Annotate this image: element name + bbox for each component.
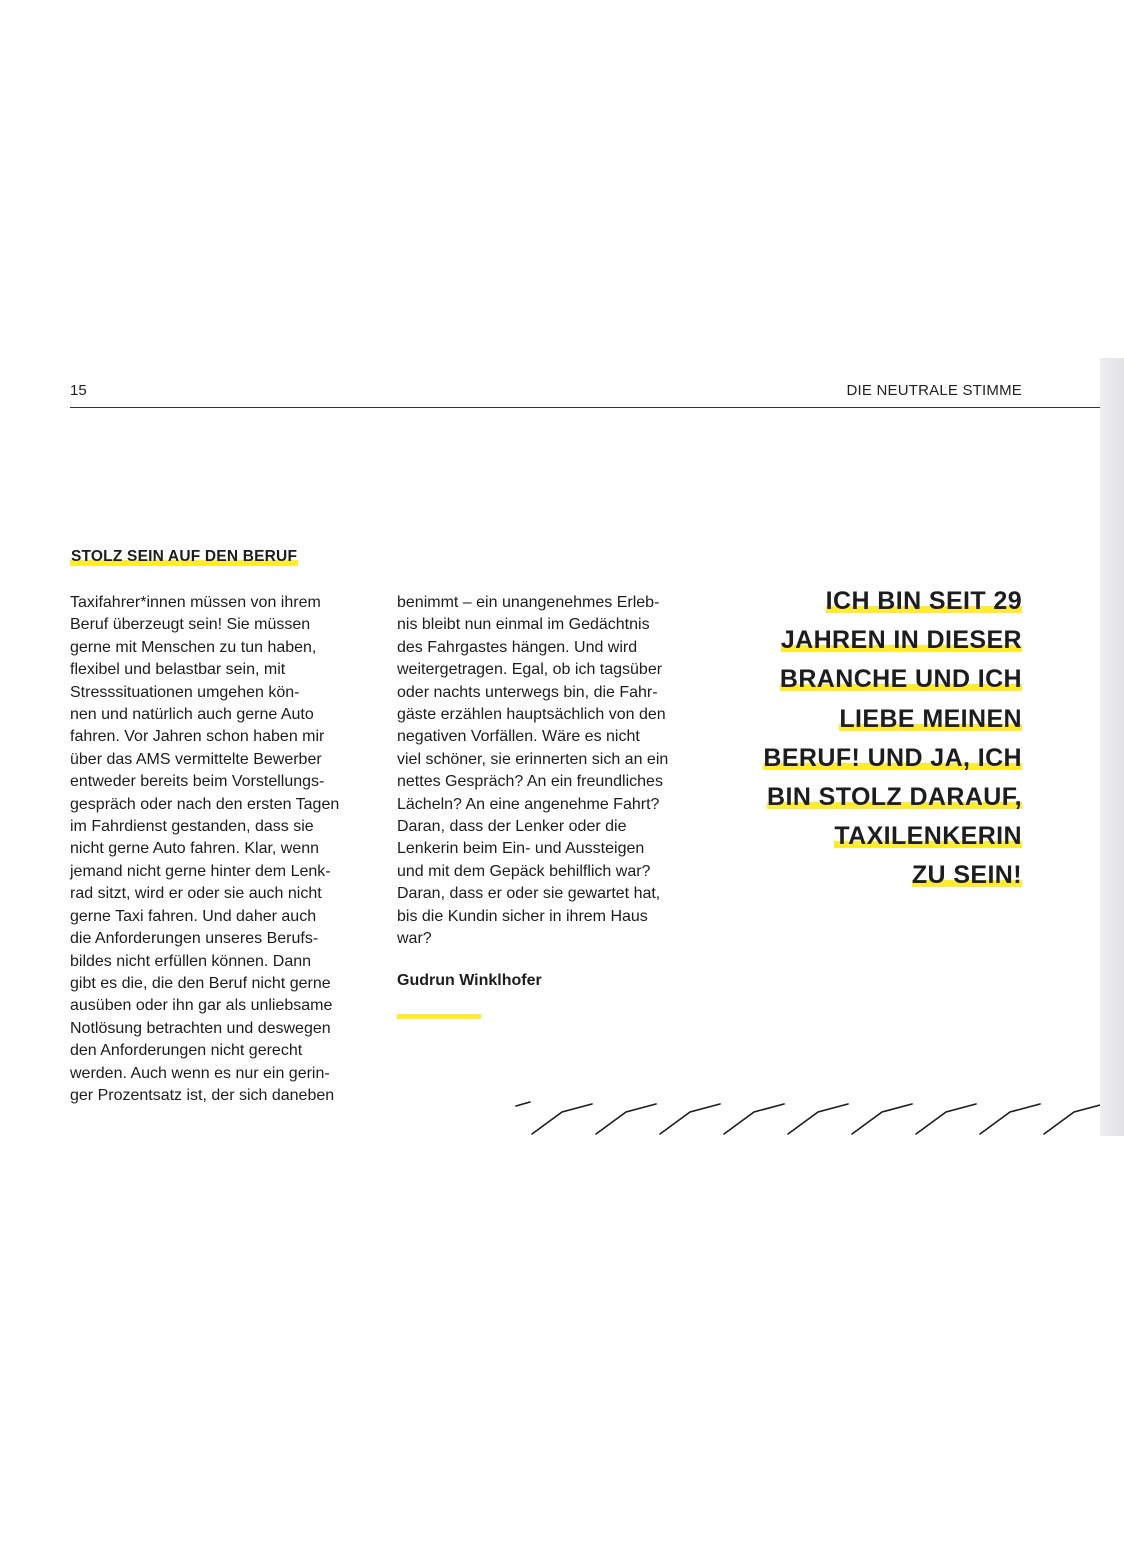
- pull-quote-line: ICH BIN SEIT 29: [825, 587, 1022, 615]
- pull-quote-line: BRANCHE UND ICH: [779, 665, 1022, 694]
- pull-quote-line: JAHREN IN DIESER: [780, 626, 1022, 655]
- page-edge-shadow: [1100, 358, 1124, 1136]
- article-column-1: Taxifahrer*innen müssen von ihrem Beruf überzeugt sein! Sie müssen gerne mit Menschen zu tun haben, flexibel und belastbar sein, mit Stresssituationen umgehen kön- nen und natürlich auch gerne Auto fahren. Vor Jahren schon haben mir über das AMS vermittelte Bewerber entweder bereits beim Vorstellungs- gespräch oder nach den ersten Tagen im Fahrdienst gestanden, dass sie nicht gerne Auto fahren. Klar, wenn jemand nicht gerne hinter dem Lenk- rad sitzt, wird er oder sie auch nicht gerne Taxi fahren. Und daher auch die Anforderungen unseres Berufs- bildes nicht erfüllen können. Dann gibt es die, die den Beruf nicht gerne ausüben oder ihn gar als unliebsame Notlösung betrachten und deswegen den Anforderungen nicht gerecht werden. Auch wenn es nur ein gerin- ger Prozentsatz ist, der sich daneben: [70, 594, 340, 1104]
- magazine-page: [0, 358, 1124, 1136]
- diagonal-stripes-decoration: [510, 1100, 1100, 1136]
- pull-quote: [702, 582, 1022, 896]
- pull-quote-line: LIEBE MEINEN: [839, 704, 1022, 733]
- pull-quote-line: TAXILENKERIN: [834, 822, 1022, 851]
- author-accent-bar: [397, 1014, 481, 1019]
- article-column-2: benimmt – ein unangenehmes Erleb- nis bleibt nun einmal im Gedächtnis des Fahrgastes hängen. Und wird weitergetragen. Egal, ob ich tagsüber oder nachts unterwegs bin, die Fahr- gäste erzählen hauptsächlich von den negativen Vorfällen. Wäre es nicht viel schöner, sie erinnerten sich an ein nettes Gespräch? An ein freundliches Lächeln? An eine angenehme Fahrt? Daran, dass der Lenker oder die Lenkerin beim Ein- und Aussteigen und mit dem Gepäck behilflich war? Daran, dass er oder sie gewartet hat, bis die Kundin sicher in ihrem Haus war?: [397, 594, 669, 948]
- publication-title: DIE NEUTRALE STIMME: [846, 382, 1022, 399]
- pull-quote-line: BIN STOLZ DARAUF,: [767, 783, 1022, 812]
- pull-quote-line: ZU SEIN!: [911, 861, 1022, 890]
- pull-quote-line: BERUF! UND JA, ICH: [763, 743, 1022, 772]
- author-name: Gudrun Winklhofer: [397, 972, 542, 989]
- section-heading: STOLZ SEIN AUF DEN BERUF: [71, 548, 298, 565]
- header-divider: [70, 407, 1100, 408]
- page-number: 15: [70, 382, 87, 399]
